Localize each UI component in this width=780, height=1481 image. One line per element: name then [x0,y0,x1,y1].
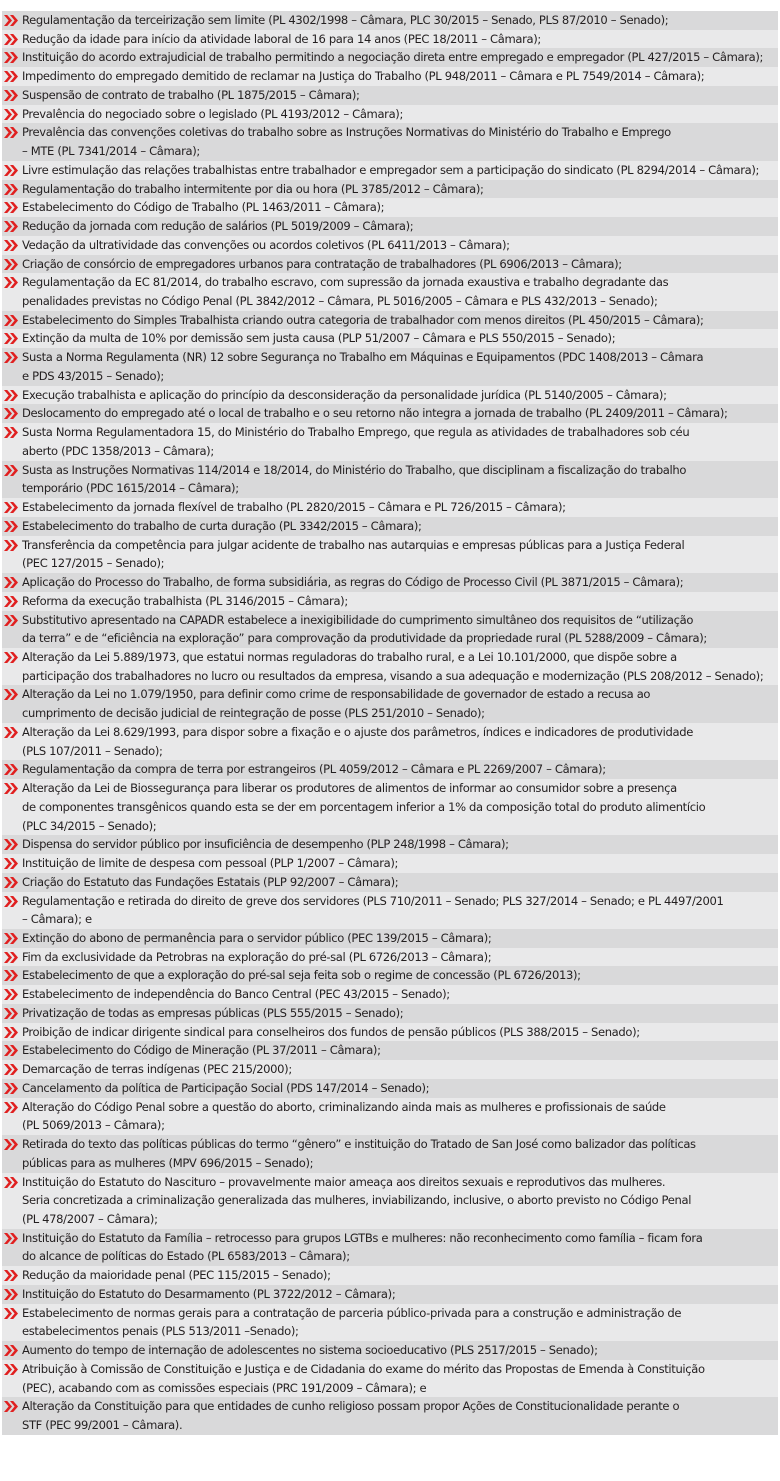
double-chevron-bullet-icon [4,1364,19,1375]
list-item-text-line: Estabelecimento de independência do Banco Central (PEC 43/2015 – Senado); [22,987,450,1002]
list-item-text-line: de componentes transgênicos quando esta se der em porcentagem inferior a 1% da composição total do produto alimentício [22,799,706,814]
list-item-text-line: Criação de consórcio de empregadores urbanos para contratação de trabalhadores (PL 6906/2013 – Câmara); [22,256,622,271]
list-item-text-line: Alteração do Código Penal sobre a questão do aborto, criminalizando ainda mais as mulheres e profissionais de saúde [22,1099,666,1114]
list-item-text-line: e PDS 43/2015 – Senado); [22,368,164,383]
double-chevron-bullet-icon [4,1345,19,1356]
list-item [2,1004,778,1023]
double-chevron-bullet-icon [4,615,19,626]
list-item [2,985,778,1004]
double-chevron-bullet-icon [4,764,19,775]
list-item [2,723,778,760]
double-chevron-bullet-icon [4,970,19,981]
double-chevron-bullet-icon [4,1102,19,1113]
list-item-text-line: Regulamentação e retirada do direito de greve dos servidores (PLS 710/2011 – Senado; PLS 327/2014 – Senado; e PL 4497/2001 [22,893,724,908]
list-item-text-line: Instituição do Estatuto da Família – retrocesso para grupos LGTBs e mulheres: não reconhecimento como família – ficam fora [22,1230,703,1245]
list-item-text-line: (PL 478/2007 – Câmara); [22,1212,158,1226]
double-chevron-bullet-icon [4,1064,19,1075]
double-chevron-bullet-icon [4,839,19,850]
double-chevron-bullet-icon [4,408,19,419]
list-item-text-line: Demarcação de terras indígenas (PEC 215/2000); [22,1062,292,1077]
list-item-text-line: Proibição de indicar dirigente sindical para conselheiros dos fundos de pensão públicos (PLS 388/2015 – Senado); [22,1024,640,1039]
list-item-text-line: – Câmara); e [22,912,92,927]
list-item-text-line: Extinção da multa de 10% por demissão sem justa causa (PLP 51/2007 – Câmara e PLS 550/2015 – Senado); [22,331,616,346]
list-item [2,198,778,217]
list-item [2,873,778,892]
double-chevron-bullet-icon [4,315,19,326]
list-item [2,1229,778,1266]
list-item-text-line: aberto (PDC 1358/2013 – Câmara); [22,443,214,458]
double-chevron-bullet-icon [4,109,19,120]
list-item-text-line: Impedimento do empregado demitido de reclamar na Justiça do Trabalho (PL 948/2011 – Câmara e PL 7549/2014 – Câmara); [22,69,705,84]
double-chevron-bullet-icon [4,783,19,794]
list-item-text-line: Instituição do Estatuto do Nascituro – provavelmente maior ameaça aos direitos sexuais e reprodutivos das mulheres. [22,1174,666,1189]
double-chevron-bullet-icon [4,596,19,607]
double-chevron-bullet-icon [4,577,19,588]
double-chevron-bullet-icon [4,34,19,45]
list-item [2,611,778,648]
list-item-text-line: Alteração da Lei 8.629/1993, para dispor sobre a fixação e o ajuste dos parâmetros, índices e indicadores de produtividade [22,724,693,739]
list-item-text-line: Instituição do Estatuto do Desarmamento (PL 3722/2012 – Câmara); [22,1286,396,1301]
double-chevron-bullet-icon [4,52,19,63]
list-item-text-line: do alcance de políticas do Estado (PL 6583/2013 – Câmara); [22,1249,350,1264]
list-item [2,329,778,348]
list-item-text-line: estabelecimentos penais (PLS 513/2011 –Senado); [22,1324,299,1339]
list-item [2,180,778,199]
list-item-text-line: (PLC 34/2015 – Senado); [22,818,157,833]
double-chevron-bullet-icon [4,1177,19,1188]
list-item-text-line: Redução da maioridade penal (PEC 115/2015 – Senado); [22,1268,331,1283]
list-item [2,30,778,49]
list-item-text-line: (PLS 107/2011 – Senado); [22,743,163,758]
list-item-text-line: Instituição de limite de despesa com pessoal (PLP 1/2007 – Câmara); [22,856,399,871]
list-item-text-line: Susta Norma Regulamentadora 15, do Ministério do Trabalho Emprego, que regula as atividades de trabalhadores sob céu [22,425,690,440]
list-item-text-line: Regulamentação do trabalho intermitente por dia ou hora (PL 3785/2012 – Câmara); [22,181,484,196]
double-chevron-bullet-icon [4,1139,19,1150]
list-item [2,311,778,330]
list-item-text-line: Susta as Instruções Normativas 114/2014 e 18/2014, do Ministério do Trabalho, que disciplinam a fiscalização do trabalho [22,462,687,477]
list-item-text-line: Redução da jornada com redução de salários (PL 5019/2009 – Câmara); [22,219,414,234]
double-chevron-bullet-icon [4,896,19,907]
list-item-text-line: Livre estimulação das relações trabalhistas entre trabalhador e empregador sem a participação do sindicato (PL 8294/2014 – Câmara); [22,162,760,177]
list-item-text-line: Estabelecimento do trabalho de curta duração (PL 3342/2015 – Câmara); [22,518,422,533]
list-item-text-line: públicas para as mulheres (MPV 696/2015 – Senado); [22,1155,314,1170]
list-item [2,1079,778,1098]
list-item-text-line: penalidades previstas no Código Penal (PL 3842/2012 – Câmara, PL 5016/2005 – Câmara e PLS 432/2013 – Senado); [22,294,658,309]
list-item [2,854,778,873]
list-item [2,348,778,385]
double-chevron-bullet-icon [4,390,19,401]
list-item-text-line: Estabelecimento de normas gerais para a contratação de parceria público-privada para a construção e administração de [22,1305,682,1320]
double-chevron-bullet-icon [4,689,19,700]
list-item-text-line: (PEC), acabando com as comissões especiais (PRC 191/2009 – Câmara); e [22,1380,427,1395]
list-item [2,273,778,310]
list-item [2,1135,778,1172]
double-chevron-bullet-icon [4,465,19,476]
list-item [2,892,778,929]
list-item [2,1266,778,1285]
list-item-text-line: (PEC 127/2015 – Senado); [22,556,165,571]
list-item-text-line: Transferência da competência para julgar acidente de trabalho nas autarquias e empresas públicas para a Justiça Federal [22,537,685,552]
list-item [2,48,778,67]
list-item [2,685,778,722]
list-item [2,1304,778,1341]
list-item-text-line: Substitutivo apresentado na CAPADR estabelece a inexigibilidade do cumprimento simultâneo dos requisitos de “utilização [22,612,694,627]
list-item [2,1060,778,1079]
list-item-text-line: temporário (PDC 1615/2014 – Câmara); [22,481,239,496]
list-item-text-line: Seria concretizada a criminalização generalizada das mulheres, inviabilizando, inclusive, o aborto previsto no Código Penal [22,1193,692,1208]
list-item [2,592,778,611]
list-item-text-line: Alteração da Constituição para que entidades de cunho religioso possam propor Ações de Constitucionalidade perante o [22,1399,680,1414]
double-chevron-bullet-icon [4,277,19,288]
double-chevron-bullet-icon [4,71,19,82]
double-chevron-bullet-icon [4,727,19,738]
double-chevron-bullet-icon [4,352,19,363]
double-chevron-bullet-icon [4,1289,19,1300]
list-item-text-line: Deslocamento do empregado até o local de trabalho e o seu retorno não integra a jornada de trabalho (PL 2409/2011 – Câmara); [22,406,728,421]
list-item-text-line: Redução da idade para início da atividade laboral de 16 para 14 anos (PEC 18/2011 – Câmara); [22,31,541,46]
double-chevron-bullet-icon [4,1270,19,1281]
list-item [2,11,778,30]
list-item-text-line: Privatização de todas as empresas públicas (PLS 555/2015 – Senado); [22,1005,404,1020]
list-item [2,1341,778,1360]
double-chevron-bullet-icon [4,1401,19,1412]
double-chevron-bullet-icon [4,521,19,532]
list-item-text-line: Regulamentação da EC 81/2014, do trabalho escravo, com supressão da jornada exaustiva e trabalho degradante das [22,275,669,290]
double-chevron-bullet-icon [4,221,19,232]
list-item-text-line: Alteração da Lei de Biossegurança para liberar os produtores de alimentos de informar ao consumidor sobre a presença [22,781,677,796]
list-item [2,573,778,592]
list-item [2,1397,778,1434]
list-item-text-line: STF (PEC 99/2001 – Câmara). [22,1418,183,1433]
list-item-text-line: Suspensão de contrato de trabalho (PL 1875/2015 – Câmara); [22,87,360,102]
list-item [2,423,778,460]
list-item-text-line: Fim da exclusividade da Petrobras na exploração do pré-sal (PL 6726/2013 – Câmara); [22,949,492,964]
list-item-text-line: Execução trabalhista e aplicação do princípio da desconsideração da personalidade jurídica (PL 5140/2005 – Câmara); [22,387,667,402]
list-item-text-line: Aumento do tempo de internação de adolescentes no sistema socioeducativo (PLS 2517/2015 – Senado); [22,1343,598,1358]
list-item-text-line: Aplicação do Processo do Trabalho, de forma subsidiária, as regras do Código de Processo Civil (PL 3871/2015 – Câmara); [22,575,684,590]
list-item-text-line: Reforma da execução trabalhista (PL 3146/2015 – Câmara); [22,593,348,608]
list-item [2,461,778,498]
list-item-text-line: Regulamentação da compra de terra por estrangeiros (PL 4059/2012 – Câmara e PL 2269/2007 – Câmara); [22,762,606,777]
list-item [2,760,778,779]
list-item-text-line: Retirada do texto das políticas públicas do termo “gênero” e instituição do Tratado de San José como balizador das políticas [22,1137,696,1152]
double-chevron-bullet-icon [4,652,19,663]
double-chevron-bullet-icon [4,127,19,138]
list-item [2,86,778,105]
list-item [2,1173,778,1229]
list-item-text-line: Instituição do acordo extrajudicial de trabalho permitindo a negociação direta entre empregado e empregador (PL 427/2015 – Câmara); [22,50,764,65]
list-item-text-line: Estabelecimento do Simples Trabalhista criando outra categoria de trabalhador com menos direitos (PL 450/2015 – Câmara); [22,312,704,327]
list-item-text-line: Susta a Norma Regulamenta (NR) 12 sobre Segurança no Trabalho em Máquinas e Equipamentos (PDC 1408/2013 – Câmara [22,350,704,365]
double-chevron-bullet-icon [4,240,19,251]
list-item-text-line: (PL 5069/2013 – Câmara); [22,1118,165,1133]
list-item-text-line: cumprimento de decisão judicial de reintegração de posse (PLS 251/2010 – Senado); [22,706,485,721]
list-item [2,536,778,573]
list-item-text-line: Cancelamento da política de Participação Social (PDS 147/2014 – Senado); [22,1080,430,1095]
list-item [2,67,778,86]
list-item-text-line: da terra” e de “eficiência na exploração” para comprovação da produtividade da propriedade rural (PL 5288/2009 – Câmara); [22,631,707,646]
double-chevron-bullet-icon [4,1233,19,1244]
list-item-text-line: Vedação da ultratividade das convenções ou acordos coletivos (PL 6411/2013 – Câmara); [22,237,510,252]
list-item-text-line: Estabelecimento da jornada flexível de trabalho (PL 2820/2015 – Câmara e PL 726/2015 – Câmara); [22,500,566,515]
double-chevron-bullet-icon [4,933,19,944]
list-item-text-line: participação dos trabalhadores no lucro ou resultados da empresa, visando a sua adequação e modernização (PLS 208/2012 – Senado); [22,668,764,683]
double-chevron-bullet-icon [4,165,19,176]
list-item [2,255,778,274]
double-chevron-bullet-icon [4,540,19,551]
list-item [2,1023,778,1042]
list-item [2,123,778,160]
list-item [2,1098,778,1135]
list-item [2,1041,778,1060]
list-item [2,517,778,536]
list-item [2,161,778,180]
double-chevron-bullet-icon [4,202,19,213]
double-chevron-bullet-icon [4,333,19,344]
list-item [2,498,778,517]
list-item-text-line: Extinção do abono de permanência para o servidor público (PEC 139/2015 – Câmara); [22,930,492,945]
list-item-text-line: Alteração da Lei 5.889/1973, que estatui normas reguladoras do trabalho rural, e a Lei 10.101/2000, que dispõe sobre a [22,649,677,664]
list-item-text-line: Criação do Estatuto das Fundações Estatais (PLP 92/2007 – Câmara); [22,874,399,889]
list-item [2,1285,778,1304]
list-item [2,217,778,236]
list-item [2,404,778,423]
list-item-text-line: Prevalência do negociado sobre o legislado (PL 4193/2012 – Câmara); [22,106,403,121]
double-chevron-bullet-icon [4,259,19,270]
double-chevron-bullet-icon [4,1027,19,1038]
list-item-text-line: Estabelecimento do Código de Trabalho (PL 1463/2011 – Câmara); [22,200,385,215]
double-chevron-bullet-icon [4,952,19,963]
list-item [2,648,778,685]
list-item [2,1360,778,1397]
list-item-text-line: Estabelecimento de que a exploração do pré-sal seja feita sob o regime de concessão (PL 6726/2013); [22,968,581,983]
double-chevron-bullet-icon [4,184,19,195]
double-chevron-bullet-icon [4,502,19,513]
list-item [2,779,778,835]
list-item [2,948,778,967]
list-item [2,105,778,124]
list-item-text-line: Alteração da Lei no 1.079/1950, para definir como crime de responsabilidade de governador de estado a recusa ao [22,687,651,702]
list-item-text-line: Prevalência das convenções coletivas do trabalho sobre as Instruções Normativas do Ministério do Trabalho e Emprego [22,125,671,140]
list-item [2,966,778,985]
double-chevron-bullet-icon [4,1308,19,1319]
double-chevron-bullet-icon [4,1008,19,1019]
double-chevron-bullet-icon [4,989,19,1000]
double-chevron-bullet-icon [4,858,19,869]
double-chevron-bullet-icon [4,1083,19,1094]
list-item-text-line: Atribuição à Comissão de Constituição e Justiça e de Cidadania do exame do mérito das Propostas de Emenda à Constituição [22,1361,705,1376]
double-chevron-bullet-icon [4,877,19,888]
double-chevron-bullet-icon [4,15,19,26]
double-chevron-bullet-icon [4,90,19,101]
double-chevron-bullet-icon [4,427,19,438]
double-chevron-bullet-icon [4,1045,19,1056]
list-item-text-line: Dispensa do servidor público por insuficiência de desempenho (PLP 248/1998 – Câmara); [22,837,509,852]
list-item [2,929,778,948]
list-item-text-line: Regulamentação da terceirização sem limite (PL 4302/1998 – Câmara, PLC 30/2015 – Senado, PLS 87/2010 – Senado); [22,13,669,27]
list-item [2,236,778,255]
list-item [2,835,778,854]
list-item [2,386,778,405]
list-item-text-line: – MTE (PL 7341/2014 – Câmara); [22,144,200,159]
list-item-text-line: Estabelecimento do Código de Mineração (PL 37/2011 – Câmara); [22,1043,381,1058]
